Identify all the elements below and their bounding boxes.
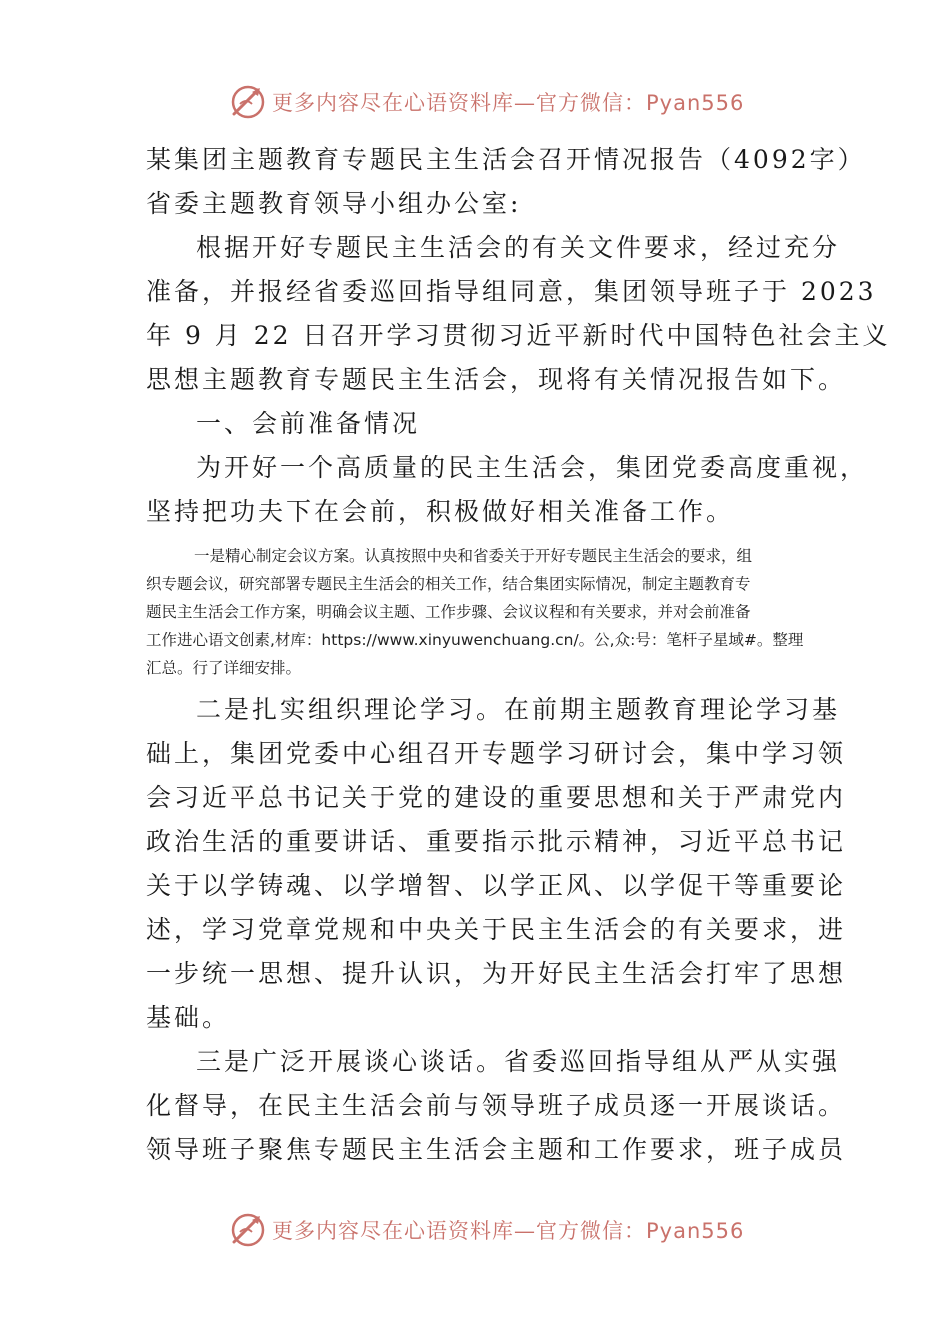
heart-to-heart-paragraph [146,1040,847,1172]
paragraph-line: 会习近平总书记关于党的建设的重要思想和关于严肃党内 [146,783,847,812]
document-title: 某集团主题教育专题民主生活会召开情况报告（4092字） [146,145,866,174]
document-body [146,138,891,1172]
paragraph-line: 年 9 月 22 日召开学习贯彻习近平新时代中国特色社会主义 [146,321,891,350]
small-print-paragraph [146,542,816,682]
paragraph-line: 政治生活的重要讲话、重要指示批示精神，习近平总书记 [146,827,847,856]
paragraph-line: 基础。 [146,1003,231,1032]
paragraph-line: 题民主生活会工作方案，明确会议主题、工作步骤、会议议程和有关要求，并对会前准备 [146,603,751,621]
paragraph-line: 关于以学铸魂、以学增智、以学正风、以学促干等重要论 [146,871,847,900]
pen-circle-logo-icon [228,1210,268,1250]
paragraph-line: 工作进心语文创素,材库：https://www.xinyuwenchuang.cn/。公,众:号：笔杆子星域#。整理 [146,631,804,649]
paragraph-line: 化督导，在民主生活会前与领导班子成员逐一开展谈话。 [146,1091,847,1120]
pen-circle-logo-icon [228,82,268,122]
watermark-text [272,1215,744,1245]
watermark-text [272,87,744,117]
paragraph-line: 一是精心制定会议方案。认真按照中央和省委关于开好专题民主生活会的要求，组 [194,547,753,565]
paragraph-line: 织专题会议，研究部署专题民主生活会的相关工作，结合集团实际情况，制定主题教育专 [146,575,751,593]
paragraph-line: 础上，集团党委中心组召开专题学习研讨会，集中学习领 [146,739,847,768]
paragraph-line: 汇总。行了详细安排。 [146,659,302,677]
watermark-wechat-id: Pyan556 [646,1219,745,1243]
watermark-text-main: 更多内容尽在心语资料库—官方微信： [272,1219,646,1243]
intro-paragraph [146,226,891,402]
paragraph-line: 一步统一思想、提升认识，为开好民主生活会打牢了思想 [146,959,847,988]
recipient-line: 省委主题教育领导小组办公室: [146,189,522,218]
watermark-banner-top [228,82,745,122]
section1-intro-paragraph [146,446,869,534]
paragraph-line: 三是广泛开展谈心谈话。省委巡回指导组从严从实强 [196,1047,841,1076]
watermark-wechat-id: Pyan556 [646,91,745,115]
section-heading: 一、会前准备情况 [196,409,421,438]
paragraph-line: 领导班子聚焦专题民主生活会主题和工作要求，班子成员 [146,1135,847,1164]
paragraph-line: 根据开好专题民主生活会的有关文件要求，经过充分 [196,233,841,262]
paragraph-line: 思想主题教育专题民主生活会，现将有关情况报告如下。 [146,365,847,394]
watermark-banner-bottom [228,1210,745,1250]
paragraph-line: 坚持把功夫下在会前，积极做好相关准备工作。 [146,497,735,526]
paragraph-line: 述，学习党章党规和中央关于民主生活会的有关要求，进 [146,915,847,944]
theory-study-paragraph [146,688,847,1040]
paragraph-line: 为开好一个高质量的民主生活会，集团党委高度重视， [196,453,869,482]
watermark-text-main: 更多内容尽在心语资料库—官方微信： [272,91,646,115]
paragraph-line: 准备，并报经省委巡回指导组同意，集团领导班子于 2023 [146,277,877,306]
paragraph-line: 二是扎实组织理论学习。在前期主题教育理论学习基 [196,695,841,724]
